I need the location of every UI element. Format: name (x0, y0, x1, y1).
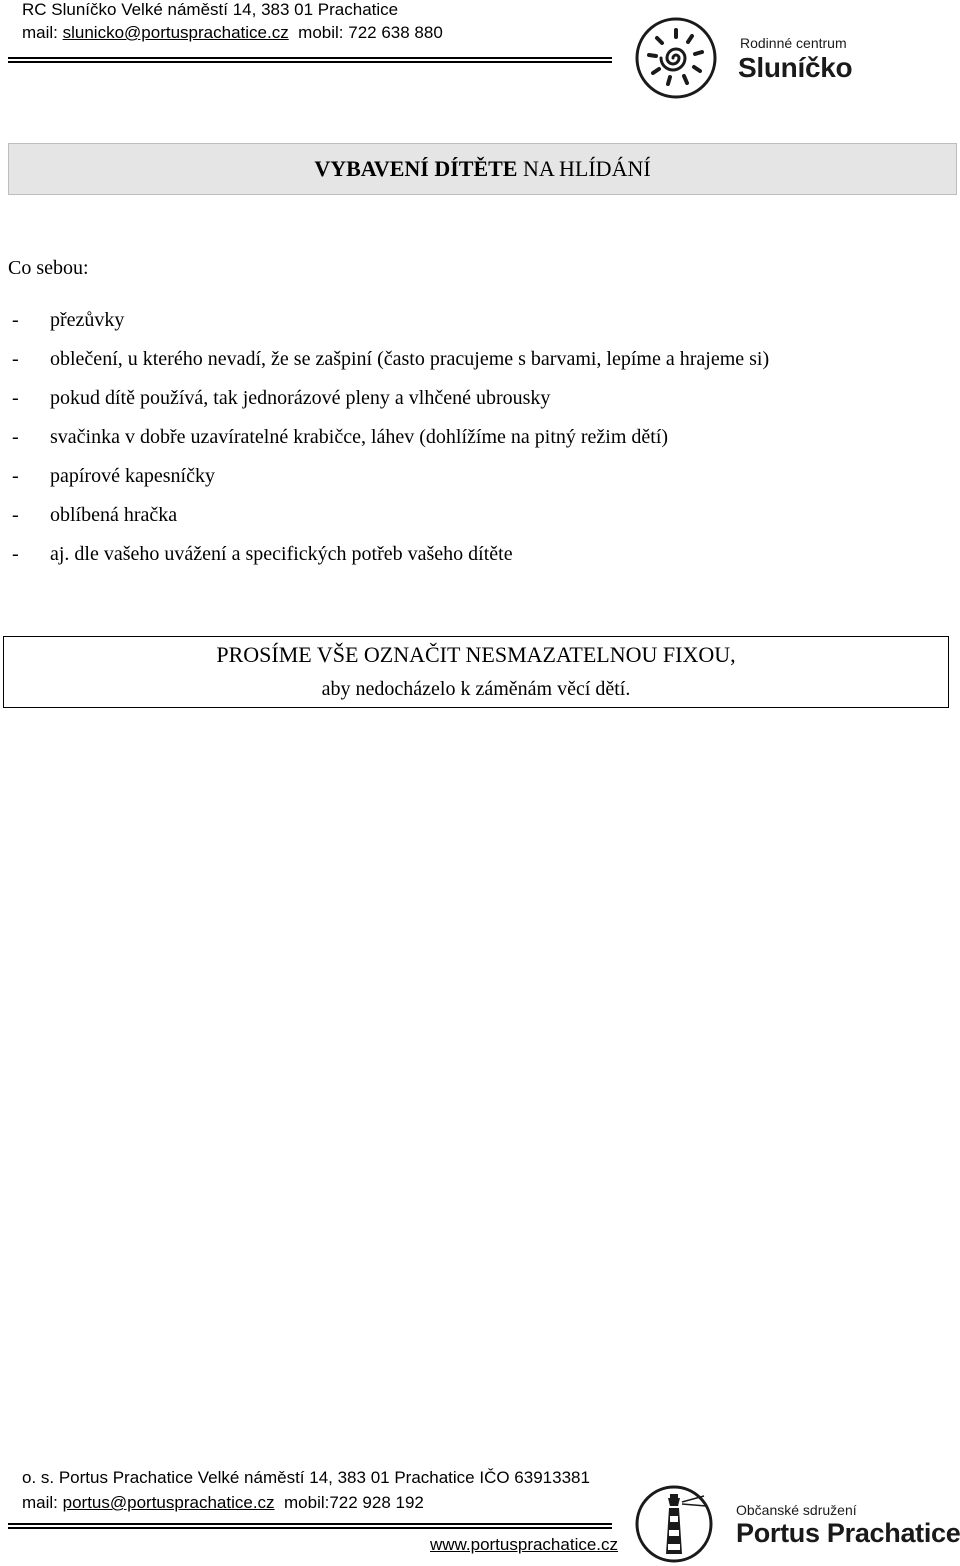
footer-rule (8, 1527, 612, 1529)
slunicko-logo (634, 16, 954, 100)
notice-line-1: PROSÍME VŠE OZNAČIT NESMAZATELNOU FIXOU, (216, 642, 736, 667)
notice-line-2: aby nedocházelo k záměnám věcí dětí. (321, 678, 631, 700)
logo-name: Sluníčko (738, 52, 853, 83)
footer-mail-label: mail: (22, 1493, 63, 1512)
footer-mail-link[interactable]: portus@portusprachatice.cz (62, 1493, 275, 1512)
lighthouse-icon (634, 1484, 714, 1564)
list-item-text: svačinka v dobře uzavíratelné krabičce, láhev (dohlížíme na pitný režim dětí) (50, 426, 669, 448)
logo-name: Portus Prachatice (736, 1518, 960, 1548)
header-mail-link[interactable]: slunicko@portusprachatice.cz (62, 23, 289, 42)
bullet-dash: - (12, 543, 19, 565)
list-item-text: aj. dle vašeho uvážení a specifických potřeb vašeho dítěte (50, 543, 513, 565)
bullet-dash: - (12, 426, 19, 448)
list-item-text: papírové kapesníčky (50, 465, 215, 487)
list-item (12, 422, 769, 461)
list-item (12, 344, 769, 383)
header-address: RC Sluníčko Velké náměstí 14, 383 01 Prachatice (22, 0, 399, 19)
title-regular: NA HLÍDÁNÍ (517, 156, 651, 181)
footer-contact (22, 1493, 424, 1513)
header-rule (8, 61, 612, 63)
header-mobile: mobil: 722 638 880 (298, 23, 443, 42)
notice-box (3, 636, 949, 708)
item-list (12, 305, 769, 578)
header-mail-label: mail: (22, 23, 63, 42)
portus-logo (634, 1484, 960, 1564)
logo-subtitle: Občanské sdružení (736, 1502, 857, 1518)
list-item (12, 461, 769, 500)
list-item-text: oblíbená hračka (50, 504, 178, 526)
bullet-dash: - (12, 309, 19, 331)
list-item (12, 500, 769, 539)
list-item (12, 539, 769, 578)
bullet-dash: - (12, 504, 19, 526)
footer-org: o. s. Portus Prachatice Velké náměstí 14, 383 01 Prachatice IČO 63913381 (22, 1468, 590, 1487)
logo-subtitle: Rodinné centrum (740, 35, 847, 51)
bullet-dash: - (12, 465, 19, 487)
bullet-dash: - (12, 348, 19, 370)
title-bold: VYBAVENÍ DÍTĚTE (314, 156, 518, 181)
bullet-dash: - (12, 387, 19, 409)
page-title (8, 143, 957, 195)
list-item-text: oblečení, u kterého nevadí, že se zašpiní (často pracujeme s barvami, lepíme a hrajeme si) (50, 348, 770, 370)
footer-mobile: mobil:722 928 192 (284, 1493, 424, 1512)
list-item (12, 305, 769, 344)
header-contact (22, 23, 443, 43)
footer-rule (8, 1523, 612, 1525)
intro-text: Co sebou: (8, 257, 89, 279)
website-link[interactable]: www.portusprachatice.cz (430, 1535, 619, 1554)
list-item-text: pokud dítě používá, tak jednorázové pleny a vlhčené ubrousky (50, 387, 551, 409)
list-item (12, 383, 769, 422)
list-item-text: přezůvky (50, 309, 125, 331)
sun-spiral-icon (634, 16, 718, 100)
header-rule (8, 57, 612, 59)
